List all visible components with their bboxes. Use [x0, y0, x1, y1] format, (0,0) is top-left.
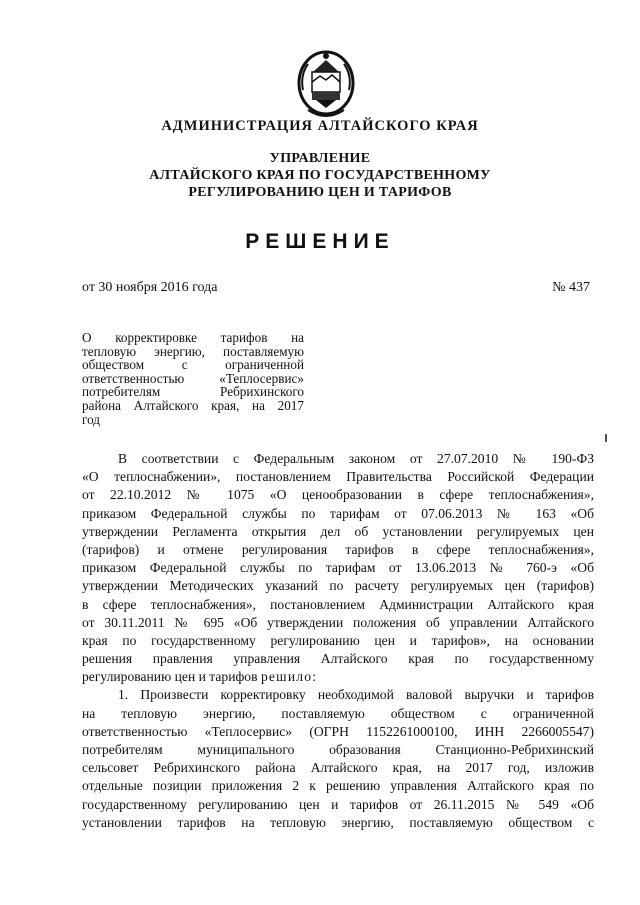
body-line-text: регулированию цен и тарифов: [82, 669, 258, 685]
body-line: в сфере теплоснабжения», постановлением Администрации Алтайского края: [82, 596, 594, 612]
body-line: решения правления управления Алтайского края по государственному: [82, 651, 594, 667]
body-line: утверждении Регламента открытия дел об установлении регулируемых цен: [82, 523, 594, 539]
department-title-line: УПРАВЛЕНИЕ: [269, 151, 371, 166]
department-title-line: РЕГУЛИРОВАНИЮ ЦЕН И ТАРИФОВ: [188, 185, 452, 200]
body-line: отдельные позиции приложения 2 к решению управления Алтайского края по: [82, 778, 594, 794]
body-line: установлении тарифов на тепловую энергию, поставляемую обществом с: [82, 814, 594, 830]
body-line: ответственностью «Теплосервис» (ОГРН 1152261000100, ИНН 2266005547): [82, 723, 594, 739]
subject-line: ответственностью «Теплосервис»: [82, 370, 304, 386]
subject-line: обществом с ограниченной: [82, 357, 304, 373]
document-subject: [82, 331, 304, 426]
body-line: от 30.11.2011 № 695 «Об утверждении положения об управлении Алтайского: [82, 614, 594, 630]
subject-line: потребителям Ребрихинского: [82, 384, 304, 400]
body-line: края по государственному регулированию цен и тарифов», на основании: [82, 632, 594, 648]
department-title-line: АЛТАЙСКОГО КРАЯ ПО ГОСУДАРСТВЕННОМУ: [149, 168, 491, 183]
body-line: приказом Федеральной службы по тарифам от 13.06.2013 № 760-э «Об: [82, 560, 594, 576]
scan-mark: [605, 434, 607, 442]
decided-word: решило:: [260, 669, 318, 685]
body-line: 1. Произвести корректировку необходимой валовой выручки и тарифов: [118, 687, 594, 703]
body-line: В соответствии с Федеральным законом от 27.07.2010 № 190-ФЗ: [118, 451, 594, 466]
body-line: сельсовет Ребрихинского района Алтайского края, на 2017 год, изложив: [82, 760, 594, 776]
subject-line: района Алтайского края, на 2017: [82, 397, 304, 413]
body-line: на тепловую энергию, поставляемую обществом с ограниченной: [82, 705, 594, 721]
subject-line: тепловую энергию, поставляемую: [82, 343, 304, 359]
body-line: «О теплоснабжении», постановлением Правительства Российской Федерации: [82, 469, 594, 485]
body-line: (тарифов) и отмене регулирования тарифов в сфере теплоснабжения»,: [82, 541, 594, 557]
document-date: от 30 ноября 2016 года: [82, 280, 218, 295]
document-body: [82, 450, 594, 832]
body-line: государственному регулированию цен и тарифов от 26.11.2015 № 549 «Об: [82, 796, 594, 812]
subject-line: О корректировке тарифов на: [82, 330, 304, 345]
body-line: приказом Федеральной службы по тарифам от 07.06.2013 № 163 «Об: [82, 505, 594, 521]
document-number: № 437: [552, 280, 590, 295]
body-line-decision: [82, 668, 594, 686]
document-type-title: РЕШЕНИЕ: [245, 230, 395, 253]
coat-of-arms-emblem: [296, 50, 356, 122]
body-line: от 22.10.2012 № 1075 «О ценообразовании в сфере теплоснабжения»,: [82, 487, 594, 503]
department-title: [0, 150, 640, 201]
administration-title: АДМИНИСТРАЦИЯ АЛТАЙСКОГО КРАЯ: [161, 118, 479, 134]
body-line: утверждении Методических указаний по расчету регулируемых цен (тарифов): [82, 578, 594, 594]
subject-line: год: [82, 411, 101, 427]
body-line: потребителям муниципального образования Станционно-Ребрихинский: [82, 742, 594, 757]
